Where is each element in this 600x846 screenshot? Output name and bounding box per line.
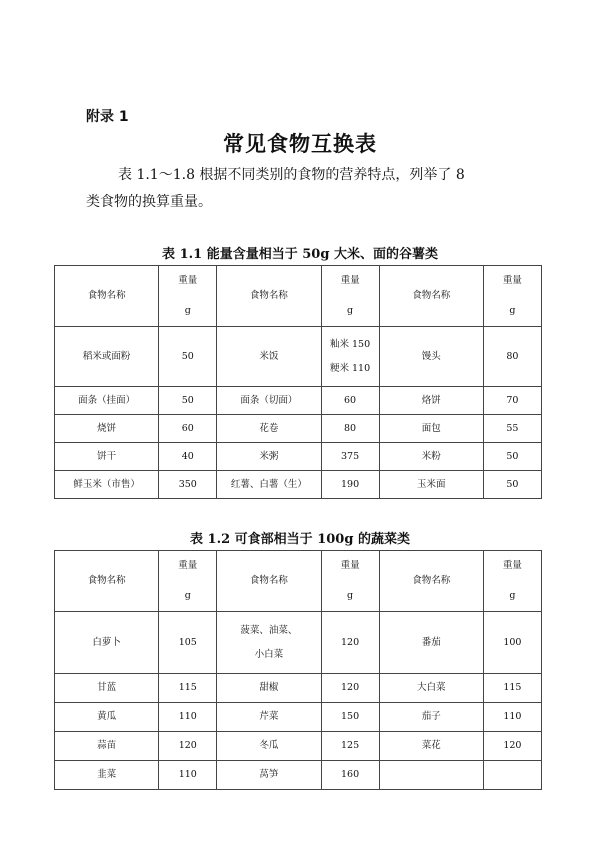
header-weight-unit: g	[184, 590, 191, 601]
header-weight	[483, 551, 541, 612]
table-row	[55, 387, 542, 415]
header-food-name: 食物名称	[217, 551, 321, 612]
weight-cell: 100	[483, 612, 541, 674]
weight-cell: 125	[321, 732, 379, 761]
table-2-caption: 表 1.2 可食部相当于 100g 的蔬菜类	[190, 532, 410, 547]
intro-paragraph	[86, 162, 526, 216]
header-weight	[159, 551, 217, 612]
weight-cell: 115	[159, 674, 217, 703]
page-title: 常见食物互换表	[223, 132, 377, 156]
food-name-cell: 鲜玉米（市售）	[55, 471, 159, 499]
food-name-cell: 烧饼	[55, 415, 159, 443]
food-name-cell: 米粉	[379, 443, 483, 471]
food-name-line: 菠菜、油菜、	[240, 624, 298, 636]
table-2-header-row	[55, 551, 542, 612]
weight-cell: 80	[321, 415, 379, 443]
header-weight-label: 重量	[502, 275, 522, 286]
weight-cell: 105	[159, 612, 217, 674]
weight-cell: 375	[321, 443, 379, 471]
weight-cell	[483, 761, 541, 790]
food-name-cell: 冬瓜	[217, 732, 321, 761]
weight-value: 粳米 110	[329, 362, 371, 374]
header-weight-unit: g	[509, 590, 516, 601]
food-name-cell: 菜花	[379, 732, 483, 761]
weight-cell: 115	[483, 674, 541, 703]
header-food-name: 食物名称	[55, 551, 159, 612]
weight-cell: 50	[159, 387, 217, 415]
weight-cell	[321, 327, 379, 387]
header-weight-unit: g	[347, 590, 354, 601]
weight-cell: 110	[483, 703, 541, 732]
food-name-cell: 饼干	[55, 443, 159, 471]
weight-cell: 110	[159, 703, 217, 732]
header-food-name: 食物名称	[55, 266, 159, 327]
weight-cell: 120	[159, 732, 217, 761]
weight-cell: 190	[321, 471, 379, 499]
header-weight-label: 重量	[340, 560, 360, 571]
food-name-cell: 甘蓝	[55, 674, 159, 703]
food-name-cell: 玉米面	[379, 471, 483, 499]
food-name-cell	[217, 612, 321, 674]
table-row	[55, 732, 542, 761]
header-weight-unit: g	[347, 305, 354, 316]
header-weight	[321, 266, 379, 327]
appendix-label: 附录 1	[86, 109, 129, 125]
table-row	[55, 443, 542, 471]
weight-cell: 55	[483, 415, 541, 443]
weight-cell: 120	[321, 612, 379, 674]
food-name-cell: 红薯、白薯（生）	[217, 471, 321, 499]
food-name-cell: 白萝卜	[55, 612, 159, 674]
weight-value: 籼米 150	[329, 338, 371, 350]
header-weight	[321, 551, 379, 612]
intro-line-1: 表 1.1～1.8 根据不同类别的食物的营养特点，列举了 8	[118, 167, 465, 183]
food-name-cell: 面条（挂面）	[55, 387, 159, 415]
table-row	[55, 327, 542, 387]
table-row	[55, 471, 542, 499]
weight-cell: 60	[159, 415, 217, 443]
header-weight-label: 重量	[178, 560, 198, 571]
weight-cell: 40	[159, 443, 217, 471]
food-name-cell: 甜椒	[217, 674, 321, 703]
header-food-name: 食物名称	[217, 266, 321, 327]
food-name-cell: 莴笋	[217, 761, 321, 790]
food-name-cell: 米粥	[217, 443, 321, 471]
food-name-cell: 花卷	[217, 415, 321, 443]
table-1-caption: 表 1.1 能量含量相当于 50g 大米、面的谷薯类	[162, 247, 438, 262]
header-weight	[159, 266, 217, 327]
weight-cell: 50	[483, 443, 541, 471]
food-name-cell: 芹菜	[217, 703, 321, 732]
header-weight-label: 重量	[340, 275, 360, 286]
food-name-cell: 大白菜	[379, 674, 483, 703]
intro-line-2: 类食物的换算重量。	[86, 194, 212, 210]
table-row	[55, 703, 542, 732]
weight-cell: 110	[159, 761, 217, 790]
food-name-cell: 面条（切面）	[217, 387, 321, 415]
food-name-cell	[379, 761, 483, 790]
header-weight-label: 重量	[178, 275, 198, 286]
food-name-cell: 黄瓜	[55, 703, 159, 732]
header-weight-label: 重量	[502, 560, 522, 571]
weight-cell: 70	[483, 387, 541, 415]
weight-cell: 50	[159, 327, 217, 387]
header-weight-unit: g	[184, 305, 191, 316]
weight-cell: 50	[483, 471, 541, 499]
table-row	[55, 612, 542, 674]
food-name-cell: 蒜苗	[55, 732, 159, 761]
table-1-header-row	[55, 266, 542, 327]
food-name-cell: 馒头	[379, 327, 483, 387]
food-name-cell: 稻米或面粉	[55, 327, 159, 387]
food-name-cell: 茄子	[379, 703, 483, 732]
weight-cell: 120	[321, 674, 379, 703]
weight-cell: 60	[321, 387, 379, 415]
weight-cell: 160	[321, 761, 379, 790]
weight-cell: 150	[321, 703, 379, 732]
food-name-cell: 韭菜	[55, 761, 159, 790]
table-row	[55, 761, 542, 790]
food-name-cell: 面包	[379, 415, 483, 443]
food-name-line: 小白菜	[254, 648, 284, 660]
header-weight-unit: g	[509, 305, 516, 316]
table-2	[54, 550, 542, 790]
header-food-name: 食物名称	[379, 266, 483, 327]
table-row	[55, 415, 542, 443]
table-1	[54, 265, 542, 499]
food-name-cell: 番茄	[379, 612, 483, 674]
weight-cell: 120	[483, 732, 541, 761]
weight-cell: 350	[159, 471, 217, 499]
food-name-cell: 烙饼	[379, 387, 483, 415]
header-weight	[483, 266, 541, 327]
header-food-name: 食物名称	[379, 551, 483, 612]
weight-cell: 80	[483, 327, 541, 387]
table-row	[55, 674, 542, 703]
food-name-cell: 米饭	[217, 327, 321, 387]
